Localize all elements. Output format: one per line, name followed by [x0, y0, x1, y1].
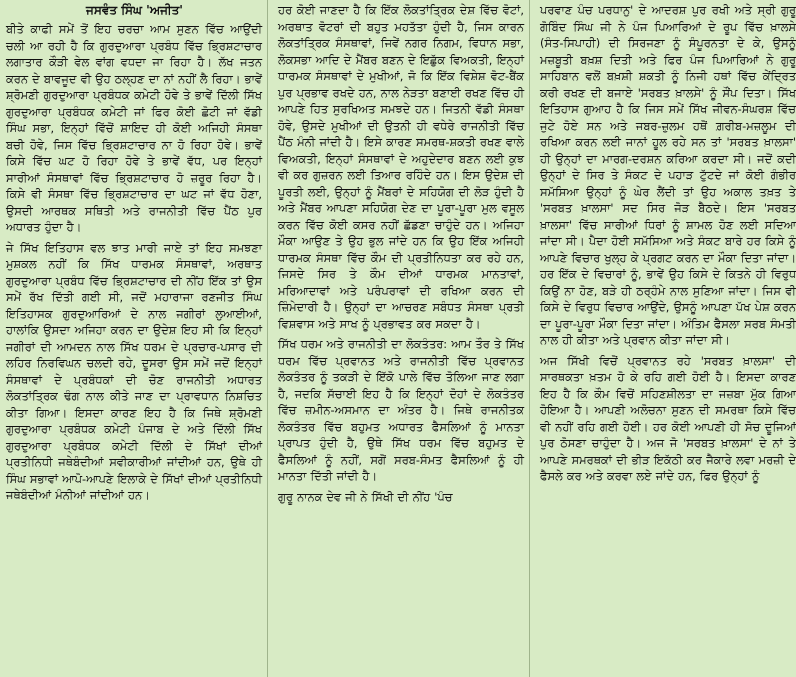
- article-paragraph: ਅਜ ਸਿੱਖੀ ਵਿਚੋਂ ਪ੍ਰਵਾਨਤ ਰਹੇ 'ਸਰਬਤ ਖ਼ਾਲਸਾ' ਦੀ ਸਾਰਥਕਤਾ ਖ਼ਤਮ ਹੋ ਕੇ ਰਹਿ ਗਈ ਹੋਈ ਹੈ। ਇਸਦਾ ਕਾਰਣ ਇਹ ਹੈ ਕਿ ਕੌਮ ਵਿਚੋਂ ਸਹਿਣਸ਼ੀਲਤਾ ਦਾ ਜਜ਼ਬਾ ਮੁੱਕ ਗਿਆ ਹੋਇਆ ਹੈ। ਆਪਣੀ ਅਲੋਚਨਾ ਸੁਣਨ ਦੀ ਸਮਰਥਾ ਕਿਸੇ ਵਿੱਚ ਵੀ ਨਹੀਂ ਰਹਿ ਗਈ ਹੋਈ। ਹਰ ਕੋਈ ਆਪਣੀ ਹੀ ਸੋਚ ਦੂਜਿਆਂ ਪੁਰ ਠੋਸਣਾ ਚਾਹੁੰਦਾ ਹੈ। ਅਜ ਜੋ 'ਸਰਬਤ ਖ਼ਾਲਸਾ' ਦੇ ਨਾਂ ਤੇ ਆਪਣੇ ਸਮਰਥਕਾਂ ਦੀ ਭੀੜ ਇਕੱਠੀ ਕਰ ਜੈਕਾਰੇ ਲਵਾ ਮਰਜ਼ੀ ਦੇ ਫੈਸਲੇ ਕਰ ਅਤੇ ਕਰਵਾ ਲਏ ਜਾਂਦੇ ਹਨ, ਫਿਰ ਉਨ੍ਹਾਂ ਨੂੰ: [540, 353, 796, 483]
- article-paragraph: ਹਰ ਕੋਈ ਜਾਣਦਾ ਹੈ ਕਿ ਇੱਕ ਲੋਕਤਾਂਤ੍ਰਿਕ ਦੇਸ਼ ਵਿੱਚ ਵੋਟਾਂ, ਅਰਥਾਤ ਵੋਟਰਾਂ ਦੀ ਬਹੁਤ ਮਹਤੱਤਾ ਹੁੰਦੀ ਹੈ, ਜਿਸ ਕਾਰਨ ਲੋਕਤਾਂਤ੍ਰਿਕ ਸੰਸਥਾਵਾਂ, ਜਿਵੇਂ ਨਗਰ ਨਿਗਮ, ਵਿਧਾਨ ਸਭਾ, ਲੋਕਸਭਾ ਆਦਿ ਦੇ ਮੈਂਬਰ ਬਣਨ ਦੇ ਇਛੁੱਕ ਵਿਅਕਤੀ, ਇਨ੍ਹਾਂ ਧਾਰਮਕ ਸੰਸਥਾਵਾਂ ਦੇ ਮੁਖੀਆਂ, ਜੋ ਕਿ ਇੱਕ ਵਿਸ਼ੇਸ਼ ਵੋਟ-ਬੈਂਕ ਪੁਰ ਪ੍ਰਭਾਵ ਰਖਦੇ ਹਨ, ਨਾਲ ਨੇੜਤਾ ਬਣਾਈ ਰਖਣ ਵਿੱਚ ਹੀ ਆਪਣੇ ਹਿਤ ਸੁਰਖਿਅਤ ਸਮਝਦੇ ਹਨ। ਜਿਤਨੀ ਵੱਡੀ ਸੰਸਥਾ ਹੋਵੇ, ਉਸਦੇ ਮੁਖੀਆਂ ਦੀ ਉਤਨੀ ਹੀ ਵਧੇਰੇ ਰਾਜਨੀਤੀ ਵਿੱਚ ਪੈਂਠ ਮੰਨੀ ਜਾਂਦੀ ਹੈ। ਇਸੇ ਕਾਰਣ ਸਮਰਥ-ਸ਼ਕਤੀ ਰਖਣ ਵਾਲੇ ਵਿਅਕਤੀ, ਇਨ੍ਹਾਂ ਸੰਸਥਾਵਾਂ ਦੇ ਅਹੁਦੇਦਾਰ ਬਣਨ ਲਈ ਕੁਝ ਵੀ ਕਰ ਗੁਜ਼ਰਨ ਲਈ ਤਿਆਰ ਰਹਿੰਦੇ ਹਨ। ਇਸ ਉਦੇਸ਼ ਦੀ ਪੂਰਤੀ ਲਈ, ਉਨ੍ਹਾਂ ਨੂੰ ਮੈਂਬਰਾਂ ਦੇ ਸਹਿਯੋਗ ਦੀ ਲੋੜ ਹੁੰਦੀ ਹੈ ਅਤੇ ਮੈਂਬਰ ਆਪਣਾ ਸਹਿਯੋਗ ਦੇਣ ਦਾ ਪੂਰਾ-ਪੂਰਾ ਮੁਲ ਵਸੂਲ ਕਰਨ ਵਿੱਚ ਕੋਈ ਕਸਰ ਨਹੀਂ ਛੱਡਣਾ ਚਾਹੁੰਦੇ ਹਨ। ਅਜਿਹਾ ਮੌਕਾ ਆਉਣ ਤੇ ਉਹ ਭੁਲ ਜਾਂਦੇ ਹਨ ਕਿ ਉਹ ਇੱਕ ਅਜਿਹੀ ਧਾਰਮਕ ਸੰਸਥਾ ਵਿੱਚ ਕੌਮ ਦੀ ਪ੍ਰਤੀਨਿਧਤਾ ਕਰ ਰਹੇ ਹਨ, ਜਿਸਦੇ ਸਿਰ ਤੇ ਕੌਮ ਦੀਆਂ ਧਾਰਮਕ ਮਾਨਤਾਵਾਂ, ਮਰਿਆਦਾਵਾਂ ਅਤੇ ਪਰੰਪਰਾਵਾਂ ਦੀ ਰਖਿਆ ਕਰਨ ਦੀ ਜ਼ਿੰਮੇਦਾਰੀ ਹੈ। ਉਨ੍ਹਾਂ ਦਾ ਆਚਰਣ ਸਬੰਧਤ ਸੰਸਥਾ ਪ੍ਰਤੀ ਵਿਸ਼ਵਾਸ ਅਤੇ ਸਾਖ ਨੂੰ ਪ੍ਰਭਾਵਤ ਕਰ ਸਕਦਾ ਹੈ।: [278, 3, 524, 331]
- article-paragraph: ਗੁਰੂ ਨਾਨਕ ਦੇਵ ਜੀ ਨੇ ਸਿੱਖੀ ਦੀ ਨੀਂਹ 'ਪੰਚ: [278, 489, 453, 504]
- article-column-1: [0, 0, 268, 677]
- article-paragraph: ਜੇ ਸਿੱਖ ਇਤਿਹਾਸ ਵਲ ਝਾਤ ਮਾਰੀ ਜਾਏ ਤਾਂ ਇਹ ਸਮਝਣਾ ਮੁਸ਼ਕਲ ਨਹੀਂ ਕਿ ਸਿੱਖ ਧਾਰਮਕ ਸੰਸਥਾਵਾਂ, ਅਰਥਾਤ ਗੁਰਦੁਆਰਾ ਪ੍ਰਬੰਧ ਵਿੱਚ ਭ੍ਰਿਸ਼ਟਾਚਾਰ ਦੀ ਨੀਂਹ ਇੱਕ ਤਾਂ ਉਸ ਸਮੇਂ ਰੱਖ ਦਿੱਤੀ ਗਈ ਸੀ, ਜਦੋਂ ਮਹਾਰਾਜਾ ਰਣਜੀਤ ਸਿੰਘ ਇਤਿਹਾਸਕ ਗੁਰਦੁਆਰਿਆਂ ਦੇ ਨਾਲ ਜਗੀਰਾਂ ਲੁਆਈਆਂ, ਹਾਲਾਂਕਿ ਉਸਦਾ ਅਜਿਹਾ ਕਰਨ ਦਾ ਉਦੇਸ਼ ਇਹ ਸੀ ਕਿ ਇਨ੍ਹਾਂ ਜਗੀਰਾਂ ਦੀ ਆਮਦਨ ਨਾਲ ਸਿੱਖ ਧਰਮ ਦੇ ਪ੍ਰਚਾਰ-ਪਸਾਰ ਦੀ ਲਹਿਰ ਨਿਰਵਿਘਨ ਚਲਦੀ ਰਹੇ, ਦੂਸਰਾ ਉਸ ਸਮੇਂ ਜਦੋਂ ਇਨ੍ਹਾਂ ਸੰਸਥਾਵਾਂ ਦੇ ਪ੍ਰਬੰਧਕਾਂ ਦੀ ਚੋਣ ਰਾਜਨੀਤੀ ਅਧਾਰਤ ਲੋਕਤਾਂਤ੍ਰਿਕ ਢੰਗ ਨਾਲ ਕੀਤੇ ਜਾਣ ਦਾ ਪ੍ਰਾਵਧਾਨ ਨਿਸ਼ਚਿਤ ਕੀਤਾ ਗਿਆ। ਇਸਦਾ ਕਾਰਣ ਇਹ ਹੈ ਕਿ ਜਿਥੇ ਸ਼੍ਰੋਮਣੀ ਗੁਰਦੁਆਰਾ ਪ੍ਰਬੰਧਕ ਕਮੇਟੀ ਪੰਜਾਬ ਦੇ ਅਤੇ ਦਿੱਲੀ ਸਿੱਖ ਗੁਰਦੁਆਰਾ ਪ੍ਰਬੰਧਕ ਕਮੇਟੀ ਦਿੱਲੀ ਦੇ ਸਿੱਖਾਂ ਦੀਆਂ ਪ੍ਰਤੀਨਿਧੀ ਜਥੇਬੰਦੀਆਂ ਸਵੀਕਾਰੀਆਂ ਜਾਂਦੀਆਂ ਹਨ, ਉਥੇ ਹੀ ਸਿੰਘ ਸਭਾਵਾਂ ਆਪੋ-ਆਪਣੇ ਇਲਾਕੇ ਦੇ ਸਿੱਖਾਂ ਦੀਆਂ ਪ੍ਰਤੀਨਿਧੀ ਜਥੇਬੰਦੀਆਂ ਮੰਨੀਆਂ ਜਾਂਦੀਆਂ ਹਨ।: [6, 240, 262, 502]
- article-paragraph: ਪਰਵਾਣ ਪੰਚ ਪਰਧਾਨੁ' ਦੇ ਆਦਰਸ਼ ਪੁਰ ਰਖੀ ਅਤੇ ਸ੍ਰੀ ਗੁਰੂ ਗੋਬਿੰਦ ਸਿੰਘ ਜੀ ਨੇ ਪੰਜ ਪਿਆਰਿਆਂ ਦੇ ਰੂਪ ਵਿੱਚ ਖ਼ਾਲਸੇ (ਸੰਤ-ਸਿਪਾਹੀ) ਦੀ ਸਿਰਜਣਾ ਨੂੰ ਸੰਪੂਰਨਤਾ ਦੇ ਕੇ, ਉਸਨੂੰ ਮਜ਼ਬੂਤੀ ਬਖ਼ਸ਼ ਦਿਤੀ ਅਤੇ ਫਿਰ ਪੰਜ ਪਿਆਰਿਆਂ ਨੇ ਗੁਰੂ ਸਾਹਿਬਾਨ ਵਲੋਂ ਬਖ਼ਸ਼ੀ ਸ਼ਕਤੀ ਨੂੰ ਨਿਜੀ ਹਥਾਂ ਵਿੱਚ ਕੇਂਦ੍ਰਿਤ ਕਰੀ ਰਖਣ ਦੀ ਬਜਾਏ 'ਸਰਬਤ ਖ਼ਾਲਸੇ' ਨੂੰ ਸੌਂਪ ਦਿਤਾ। ਸਿੱਖ ਇਤਿਹਾਸ ਗੁਆਹ ਹੈ ਕਿ ਜਿਸ ਸਮੇਂ ਸਿੱਖ ਜੀਵਨ-ਸੰਘਰਸ਼ ਵਿੱਚ ਜੁਟੇ ਹੋਏ ਸਨ ਅਤੇ ਜਬਰ-ਜ਼ੁਲਮ ਹਥੋਂ ਗ਼ਰੀਬ-ਮਜ਼ਲੂਮ ਦੀ ਰਖਿਆ ਕਰਨ ਲਈ ਜਾਨਾਂ ਹੂਲ ਰਹੇ ਸਨ ਤਾਂ 'ਸਰਬਤ ਖ਼ਾਲਸਾ' ਹੀ ਉਨ੍ਹਾਂ ਦਾ ਮਾਰਗ-ਦਰਸ਼ਨ ਕਰਿਆ ਕਰਦਾ ਸੀ। ਜਦੋਂ ਕਦੀ ਉਨ੍ਹਾਂ ਦੇ ਸਿਰ ਤੇ ਸੰਕਟ ਦੇ ਪਹਾੜ ਟੁੱਟਦੇ ਜਾਂ ਕੋਈ ਗੰਭੀਰ ਸਮੱਸਿਆ ਉਨ੍ਹਾਂ ਨੂੰ ਘੇਰ ਲੈਂਦੀ ਤਾਂ ਉਹ ਅਕਾਲ ਤਖ਼ਤ ਤੇ 'ਸਰਬਤ ਖ਼ਾਲਸਾ' ਸਦ ਸਿਰ ਜੋੜ ਬੈਠਦੇ। ਇਸ 'ਸਰਬਤ ਖ਼ਾਲਸਾ' ਵਿੱਚ ਸਾਰੀਆਂ ਧਿਰਾਂ ਨੂੰ ਸ਼ਾਮਲ ਹੋਣ ਲਈ ਸਦਿਆ ਜਾਂਦਾ ਸੀ। ਪੈਦਾ ਹੋਈ ਸਮੱਸਿਆ ਅਤੇ ਸੰਕਟ ਬਾਰੇ ਹਰ ਕਿਸੇ ਨੂੰ ਆਪਣੇ ਵਿਚਾਰ ਖੁਲ੍ਹ ਕੇ ਪ੍ਰਗਟ ਕਰਨ ਦਾ ਮੌਕਾ ਦਿਤਾ ਜਾਂਦਾ। ਹਰ ਇੱਕ ਦੇ ਵਿਚਾਰਾਂ ਨੂੰ, ਭਾਵੇਂ ਉਹ ਕਿਸੇ ਦੇ ਕਿਤਨੇ ਹੀ ਵਿਰੁਧ ਕਿਉਂ ਨਾ ਹੋਣ, ਬੜੇ ਹੀ ਠਰ੍ਹੰਮੇ ਨਾਲ ਸੁਣਿਆ ਜਾਂਦਾ। ਜਿਸ ਵੀ ਕਿਸੇ ਦੇ ਵਿਰੁਧ ਵਿਚਾਰ ਆਉਂਦੇ, ਉਸਨੂੰ ਆਪਣਾ ਪੱਖ ਪੇਸ਼ ਕਰਨ ਦਾ ਪੂਰਾ-ਪੂਰਾ ਮੌਕਾ ਦਿਤਾ ਜਾਂਦਾ। ਅੰਤਿਮ ਫੈਸਲਾ ਸਰਬ ਸੰਮਤੀ ਨਾਲ ਹੀ ਕੀਤਾ ਅਤੇ ਪ੍ਰਵਾਨ ਕੀਤਾ ਜਾਂਦਾ ਸੀ।: [540, 3, 796, 347]
- article-column-2: [268, 0, 530, 677]
- article-paragraph: ਬੀਤੇ ਕਾਫੀ ਸਮੇਂ ਤੋਂ ਇਹ ਚਰਚਾ ਆਮ ਸੁਣਨ ਵਿੱਚ ਆਉਂਦੀ ਚਲੀ ਆ ਰਹੀ ਹੈ ਕਿ ਗੁਰਦੁਆਰਾ ਪ੍ਰਬੰਧ ਵਿੱਚ ਭ੍ਰਿਸ਼ਟਾਚਾਰ ਲਗਾਤਾਰ ਕੌੜੀ ਵੇਲ ਵਾਂਗ ਵਧਦਾ ਜਾ ਰਿਹਾ ਹੈ। ਲੱਖ ਜਤਨ ਕਰਨ ਦੇ ਬਾਵਜੂਦ ਵੀ ਉਹ ਠਲ੍ਹਣ ਦਾ ਨਾਂ ਨਹੀਂ ਲੈ ਰਿਹਾ। ਭਾਵੇਂ ਸ਼੍ਰੋਮਣੀ ਗੁਰਦੁਆਰਾ ਪ੍ਰਬੰਧਕ ਕਮੇਟੀ ਹੋਵੇ ਤੇ ਭਾਵੇਂ ਦਿੱਲੀ ਸਿੱਖ ਗੁਰਦੁਆਰਾ ਪ੍ਰਬੰਧਕ ਕਮੇਟੀ ਜਾਂ ਫਿਰ ਕੋਈ ਛੋਟੀ ਜਾਂ ਵੱਡੀ ਸਿੰਘ ਸਭਾ, ਇਨ੍ਹਾਂ ਵਿੱਚੋਂ ਸ਼ਾਇਦ ਹੀ ਕੋਈ ਅਜਿਹੀ ਸੰਸਥਾ ਬਚੀ ਹੋਵੇ, ਜਿਸ ਵਿੱਚ ਭ੍ਰਿਸ਼ਟਾਚਾਰ ਨਾ ਹੋ ਰਿਹਾ ਹੋਵੇ। ਭਾਵੇਂ ਕਿਸੇ ਵਿੱਚ ਘਟ ਹੋ ਰਿਹਾ ਹੋਵੇ ਤੇ ਭਾਵੇਂ ਵੱਧ, ਪਰ ਇਨ੍ਹਾਂ ਸਾਰੀਆਂ ਸੰਸਥਾਵਾਂ ਵਿੱਚ ਭ੍ਰਿਸ਼ਟਾਚਾਰ ਹੋ ਜ਼ਰੂਰ ਰਿਹਾ ਹੈ। ਕਿਸੇ ਵੀ ਸੰਸਥਾ ਵਿੱਚ ਭ੍ਰਿਸ਼ਟਾਚਾਰ ਦਾ ਘਟ ਜਾਂ ਵੱਧ ਹੋਣਾ, ਉਸਦੀ ਆਰਥਕ ਸਥਿਤੀ ਅਤੇ ਰਾਜਨੀਤੀ ਵਿੱਚ ਪੈਂਠ ਪੁਰ ਅਧਾਰਤ ਹੁੰਦਾ ਹੈ।: [6, 22, 262, 234]
- article-column-3: [530, 0, 796, 677]
- article-paragraph: ਸਿੱਖ ਧਰਮ ਅਤੇ ਰਾਜਨੀਤੀ ਦਾ ਲੋਕਤੰਤਰ: ਆਮ ਤੌਰ ਤੇ ਸਿੱਖ ਧਰਮ ਵਿੱਚ ਪ੍ਰਵਾਨਤ ਅਤੇ ਰਾਜਨੀਤੀ ਵਿੱਚ ਪ੍ਰਵਾਨਤ ਲੋਕਤੰਤਰ ਨੂੰ ਤਕੜੀ ਦੇ ਇੱਕੋ ਪਾਲੇ ਵਿੱਚ ਤੋਲਿਆ ਜਾਣ ਲਗਾ ਹੈ, ਜਦਕਿ ਸੱਚਾਈ ਇਹ ਹੈ ਕਿ ਇਨ੍ਹਾਂ ਦੋਹਾਂ ਦੇ ਲੋਕਤੰਤਰ ਵਿੱਚ ਜ਼ਮੀਨ-ਅਸਮਾਨ ਦਾ ਅੰਤਰ ਹੈ। ਜਿਥੇ ਰਾਜਨੀਤਕ ਲੋਕਤੰਤਰ ਵਿੱਚ ਬਹੁਮਤ ਅਧਾਰਤ ਫੈਸਲਿਆਂ ਨੂੰ ਮਾਨਤਾ ਪ੍ਰਾਪਤ ਹੁੰਦੀ ਹੈ, ਉਥੇ ਸਿੱਖ ਧਰਮ ਵਿੱਚ ਬਹੁਮਤ ਦੇ ਫੈਸਲਿਆਂ ਨੂੰ ਨਹੀਂ, ਸਗੋਂ ਸਰਬ-ਸੰਮਤ ਫੈਸਲਿਆਂ ਨੂੰ ਹੀ ਮਾਨਤਾ ਦਿੱਤੀ ਜਾਂਦੀ ਹੈ।: [278, 337, 524, 483]
- author-byline: ਜਸਵੰਤ ਸਿੰਘ 'ਅਜੀਤ': [86, 3, 183, 17]
